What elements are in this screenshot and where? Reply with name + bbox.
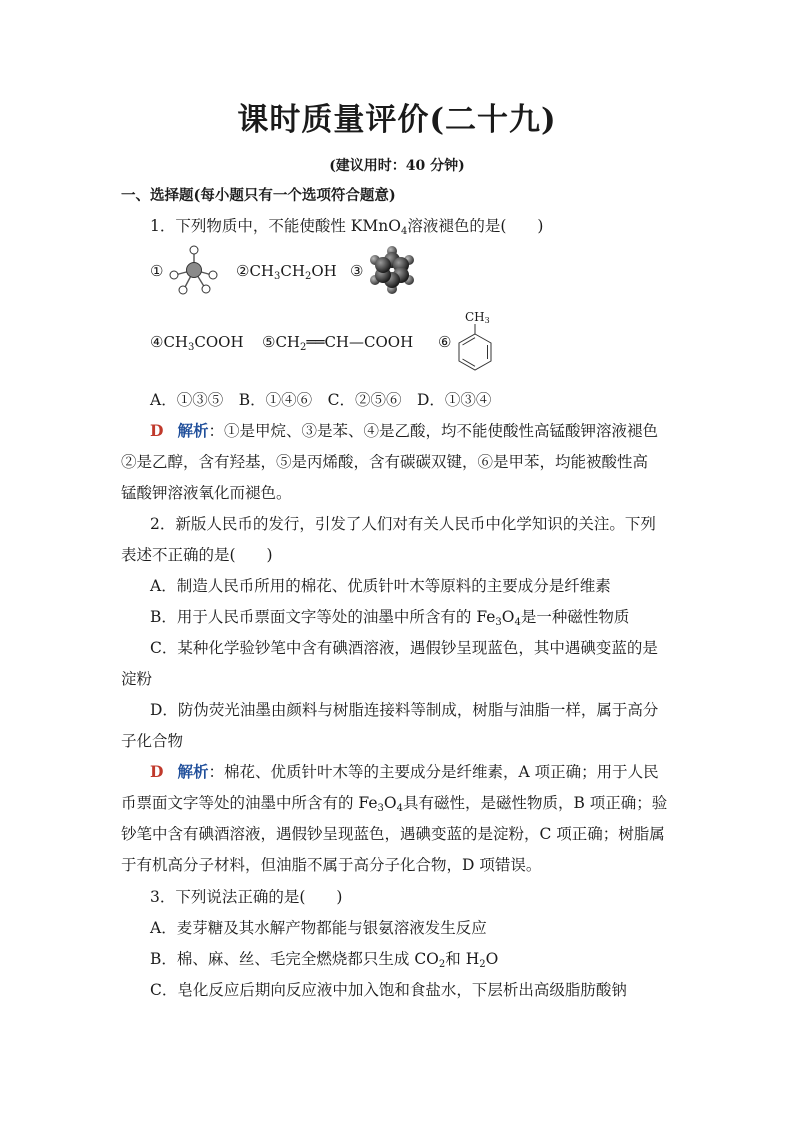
question-3-option-b: B．棉、麻、丝、毛完全燃烧都只生成 $CO_2$和 $H_2O$ (150, 950, 499, 970)
time-suggestion: (建议用时：40 分钟) (329, 158, 465, 174)
question-2-option-a: A．制造人民币所用的棉花、优质针叶木等原料的主要成分是纤维素 (150, 577, 611, 595)
methane-ball-stick-model (166, 244, 222, 296)
methyl-group-label: CH3 (465, 310, 490, 325)
question-2-analysis-line2: 币票面文字等处的油墨中所含有的 $Fe_3O_4$具有磁性，是磁性物质，B 项正确；验 (121, 794, 668, 814)
benzene-space-filling-model (368, 246, 416, 294)
item-5-acrylic-acid: $⑤CH_2══CH—COOH$ (262, 333, 414, 353)
question-2-option-d-line2: 子化合物 (121, 732, 184, 750)
question-3-option-c: C．皂化反应后期向反应液中加入饱和食盐水，下层析出高级脂肪酸钠 (150, 981, 627, 999)
question-3-option-a: A．麦芽糖及其水解产物都能与银氨溶液发生反应 (150, 919, 487, 937)
question-1-stem: 1．下列物质中，不能使酸性 KMnO$_4$溶液褪色的是( ) (150, 217, 544, 237)
item-3-label: ③ (350, 262, 364, 280)
item-1-label: ① (150, 262, 164, 280)
question-2-option-c-line2: 淀粉 (121, 670, 153, 688)
toluene-ring-structure (452, 322, 498, 374)
question-2-analysis-line3: 钞笔中含有碘酒溶液，遇假钞呈现蓝色，遇碘变蓝的是淀粉，C 项正确；树脂属 (121, 825, 665, 843)
page-title: 课时质量评价(二十九) (237, 102, 557, 138)
question-1-analysis: D 解析：①是甲烷、③是苯、④是乙酸，均不能使酸性高锰酸钾溶液褪色 (150, 421, 658, 440)
item-4-acetic-acid: $④CH_3COOH$ (150, 333, 244, 353)
question-1-answer: D (150, 421, 164, 440)
question-2-answer: D (150, 762, 164, 781)
question-3-stem: 3．下列说法正确的是( ) (150, 888, 343, 906)
analysis-label: 解析 (177, 762, 209, 781)
question-2-option-d: D．防伪荧光油墨由颜料与树脂连接料等制成，树脂与油脂一样，属于高分 (150, 701, 659, 719)
question-2-stem: 2．新版人民币的发行，引发了人们对有关人民币中化学知识的关注。下列 (150, 515, 656, 533)
analysis-label: 解析 (177, 421, 209, 440)
item-6-label: ⑥ (438, 333, 452, 351)
section-heading: 一、选择题(每小题只有一个选项符合题意) (121, 187, 396, 204)
question-2-stem-line2: 表述不正确的是( ) (121, 546, 273, 564)
question-1-options: A．①③⑤ B．①④⑥ C．②⑤⑥ D．①③④ (150, 391, 492, 409)
item-2-ethanol: $②CH_3CH_2OH$ (236, 262, 337, 282)
question-1-analysis-line2: ②是乙醇，含有羟基，⑤是丙烯酸，含有碳碳双键，⑥是甲苯，均能被酸性高 (121, 453, 649, 471)
question-1-analysis-line3: 锰酸钾溶液氧化而褪色。 (121, 484, 292, 502)
question-2-analysis: D 解析：棉花、优质针叶木等的主要成分是纤维素，A 项正确；用于人民 (150, 762, 659, 781)
question-2-option-c: C．某种化学验钞笔中含有碘酒溶液，遇假钞呈现蓝色，其中遇碘变蓝的是 (150, 639, 658, 657)
question-2-analysis-line4: 于有机高分子材料，但油脂不属于高分子化合物，D 项错误。 (121, 856, 542, 874)
question-2-option-b: B．用于人民币票面文字等处的油墨中所含有的 $Fe_3O_4$是一种磁性物质 (150, 608, 630, 628)
